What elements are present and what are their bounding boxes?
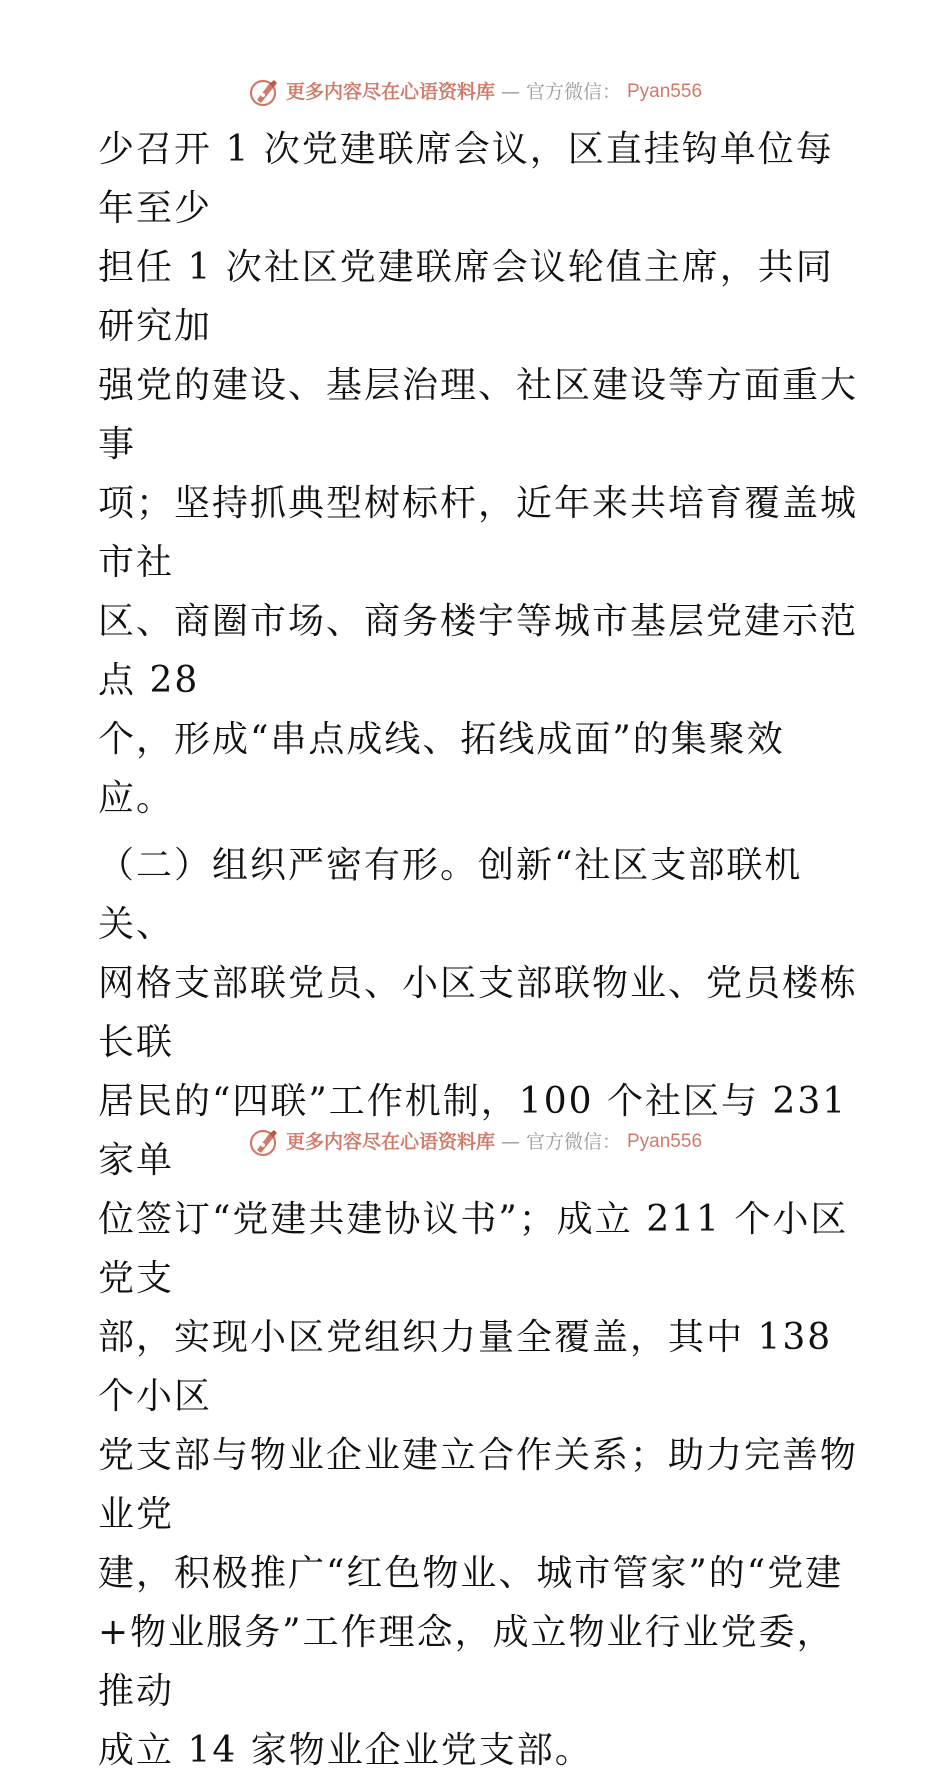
watermark-separator: — (500, 1131, 520, 1153)
paragraph-1: 少召开 1 次党建联席会议，区直挂钩单位每年至少 担任 1 次社区党建联席会议轮值主席，共同研究加 强党的建设、基层治理、社区建设等方面重大事 项；坚持抓典型树标杆，近年来共培育覆盖城市社 区、商圈市场、商务楼宇等城市基层党建示范点 28 个，形成“串点成线、拓线成面”的集聚效应。 (98, 129, 859, 819)
watermark-separator: — (500, 81, 520, 103)
watermark-brand: 更多内容尽在心语资料库 (285, 81, 495, 103)
document-body (98, 120, 858, 1780)
watermark-wechat-label: 官方微信： (525, 1131, 621, 1153)
pen-nib-logo-icon (248, 1126, 280, 1158)
watermark-wechat-id: Pyan556 (627, 81, 703, 102)
watermark-wechat-label: 官方微信： (525, 81, 621, 103)
paragraph-2: （二）组织严密有形。创新“社区支部联机关、 网格支部联党员、小区支部联物业、党员楼栋长联 居民的“四联”工作机制，100 个社区与 231 家单 位签订“党建共建协议书”；成立 211 个小区党支 部，实现小区党组织力量全覆盖，其中 138 个小区 党支部与物业企业建立合作关系；助力完善物业党 建，积极推广“红色物业、城市管家”的“党建 +物业服务”工作理念，成立物业行业党委，推动 成立 14 家物业企业党支部。 (98, 845, 859, 1771)
watermark-footer (0, 1126, 950, 1158)
watermark-header (0, 76, 950, 108)
pen-nib-logo-icon (248, 76, 280, 108)
watermark-brand: 更多内容尽在心语资料库 (285, 1131, 495, 1153)
watermark-wechat-id: Pyan556 (627, 1131, 703, 1152)
